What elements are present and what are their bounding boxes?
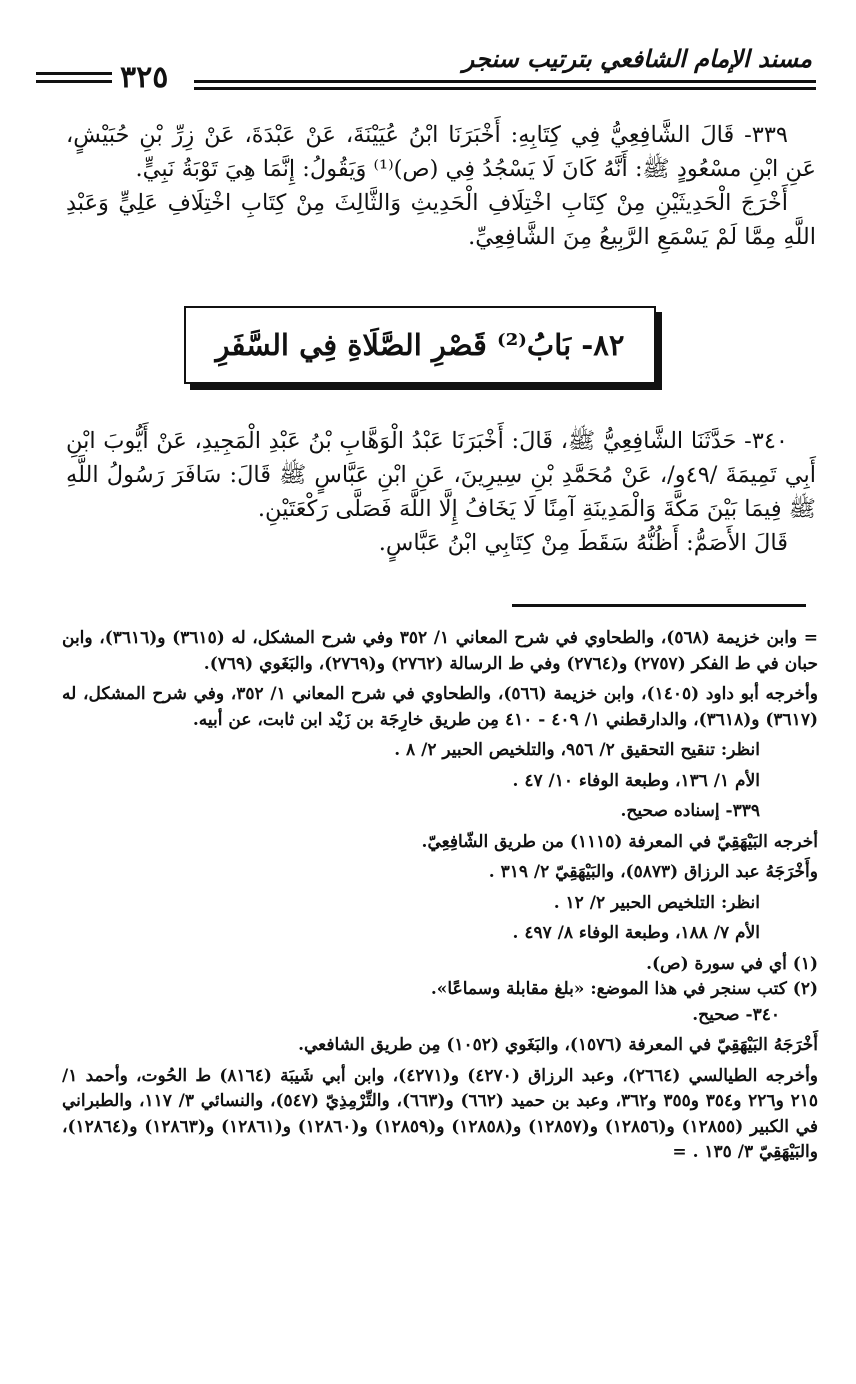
chapter-heading-box bbox=[184, 306, 656, 384]
header-rule-bottom bbox=[194, 87, 816, 90]
header-rule-left-bottom bbox=[36, 80, 112, 83]
footnote-line: الأم ٧/ ١٨٨، وطبعة الوفاء ٨/ ٤٩٧ . bbox=[512, 923, 760, 943]
footnote-heading-340: ٣٤٠- صحيح. bbox=[692, 1004, 780, 1025]
footnote-heading-339: ٣٣٩- إسناده صحيح. bbox=[620, 801, 760, 821]
footnote-line: انظر: تنقيح التحقيق ٢/ ٩٥٦، والتلخيص الحبير ٢/ ٨ . bbox=[394, 740, 760, 760]
hadith-339-text: ٣٣٩- قَالَ الشَّافِعِيُّ فِي كِتَابِهِ: أَخْبَرَنَا ابْنُ عُيَيْنَةَ، عَنْ عَبْدَةَ، عَنْ زِرِّ بْنِ حُبَيْشٍ، عَنِ ابْنِ مسْعُودٍ ﷺ: أَنَّهُ كَانَ لَا يَسْجُدُ فِي (ص)⁽¹⁾ وَيَقُولُ: إِنَّمَا هِيَ تَوْبَةُ نَبِيٍّ. bbox=[66, 122, 816, 182]
footnotes bbox=[62, 626, 818, 1171]
footnote-line: أَخْرَجَهُ البَيْهَقِيّ في المعرفة (١٥٧٦)، والبَغَوي (١٠٥٢) مِن طريق الشافعي. bbox=[298, 1035, 818, 1055]
page-number: ٣٢٥ bbox=[120, 60, 169, 95]
footnote-2: (٢) كتب سنجر في هذا الموضع: «بلغ مقابلة وسماعًا». bbox=[430, 979, 818, 999]
footnote-line: أخرجه البَيْهَقِيّ في المعرفة (١١١٥) من طريق الشّافِعِيّ. bbox=[421, 831, 818, 852]
footnote-1: (١) أي في سورة (ص). bbox=[646, 953, 818, 974]
hadith-339-block bbox=[66, 118, 816, 254]
hadith-340-block bbox=[66, 424, 816, 560]
chapter-title: ٨٢- بَابُ⁽²⁾ قَصْرِ الصَّلَاةِ فِي السَّفَرِ bbox=[215, 328, 625, 362]
footnote-line: الأم ١/ ١٣٦، وطبعة الوفاء ١٠/ ٤٧ . bbox=[512, 770, 760, 791]
hadith-340-note: قَالَ الأَصَمُّ: أَظُنُّهُ سَقَطَ مِنْ كِتَابِي ابْنُ عَبَّاسٍ. bbox=[378, 530, 788, 556]
footnote-paragraph: وأخرجه الطيالسي (٢٦٦٤)، وعبد الرزاق (٤٢٧٠) و(٤٢٧١)، وابن أبي شَيبَة (٨١٦٤) ط الحُوت، وأحمد ١/ ٢١٥ و٢٢٦ و٣٥٤ و٣٥٥ و٣٦٢، وعبد بن حميد (٦٦٢) و(٦٦٣)، والتِّرْمِذِيّ (٥٤٧)، والنسائي ٣/ ١١٧، والطبراني في الكبير (١٢٨٥٥) و(١٢٨٥٦) و(١٢٨٥٧) و(١٢٨٥٨) و(١٢٨٥٩) و(١٢٨٦٠) و(١٢٨٦١) و(١٢٨٦٣) و(١٢٨٦٤)، والبَيْهَقِيّ ٣/ ١٣٥ . = bbox=[62, 1065, 819, 1162]
hadith-339-note: أَخْرَجَ الْحَدِيثَيْنِ مِنْ كِتَابِ اخْتِلَافِ الْحَدِيثِ وَالثَّالِثَ مِنْ كِتَابِ اخْتِلَافِ عَلِيٍّ وَعَبْدِ اللَّهِ مِمَّا لَمْ يَسْمَعِ الرَّبِيعُ مِنَ الشَّافِعِيِّ. bbox=[66, 190, 816, 250]
footnote-paragraph: وأخرجه أبو داود (١٤٠٥)، وابن خزيمة (٥٦٦)، والطحاوي في شرح المعاني ١/ ٣٥٢، وفي شرح المشكل، له (٣٦١٧) و(٣٦١٨)، والدارقطني ١/ ٤٠٩ - ٤١٠ مِن طريق خارِجَة بن زَيْد ابن ثابت، عن أبيه. bbox=[62, 684, 818, 730]
hadith-340-text: ٣٤٠- حَدَّثَنَا الشَّافِعِيُّ ﷺ، قَالَ: أَخْبَرَنَا عَبْدُ الْوَهَّابِ بْنُ عَبْدِ الْمَجِيدِ، عَنْ أَيُّوبَ ابْنِ أَبِي تَمِيمَةَ /٤٩و/، عَنْ مُحَمَّدِ بْنِ سِيرِينَ، عَنِ ابْنِ عَبَّاسٍ ﷺ قَالَ: سَافَرَ رَسُولُ اللَّهِ ﷺ فِيمَا بَيْنَ مَكَّةَ وَالْمَدِينَةِ آمِنًا لَا يَخَافُ إِلَّا اللَّهَ فَصَلَّى رَكْعَتَيْنِ. bbox=[66, 428, 816, 522]
header-rule-top bbox=[194, 80, 816, 83]
running-title: مسند الإمام الشافعي بترتيب سنجر bbox=[462, 44, 812, 73]
footnote-separator bbox=[512, 604, 806, 607]
footnote-continuation: = وابن خزيمة (٥٦٨)، والطحاوي في شرح المعاني ١/ ٣٥٢ وفي شرح المشكل، له (٣٦١٥) و(٣٦١٦)، وابن حبان في ط الفكر (٢٧٥٧) و(٢٧٦٤) وفي ط الرسالة (٢٧٦٢) و(٢٧٦٩)، والبَغَوي (٧٦٩). bbox=[62, 628, 818, 674]
header-rule-left-top bbox=[36, 72, 112, 75]
footnote-line: انظر: التلخيص الحبير ٢/ ١٢ . bbox=[553, 892, 760, 913]
footnote-line: وأَخْرَجَهُ عبد الرزاق (٥٨٧٣)، والبَيْهَقِيّ ٢/ ٣١٩ . bbox=[488, 862, 818, 882]
